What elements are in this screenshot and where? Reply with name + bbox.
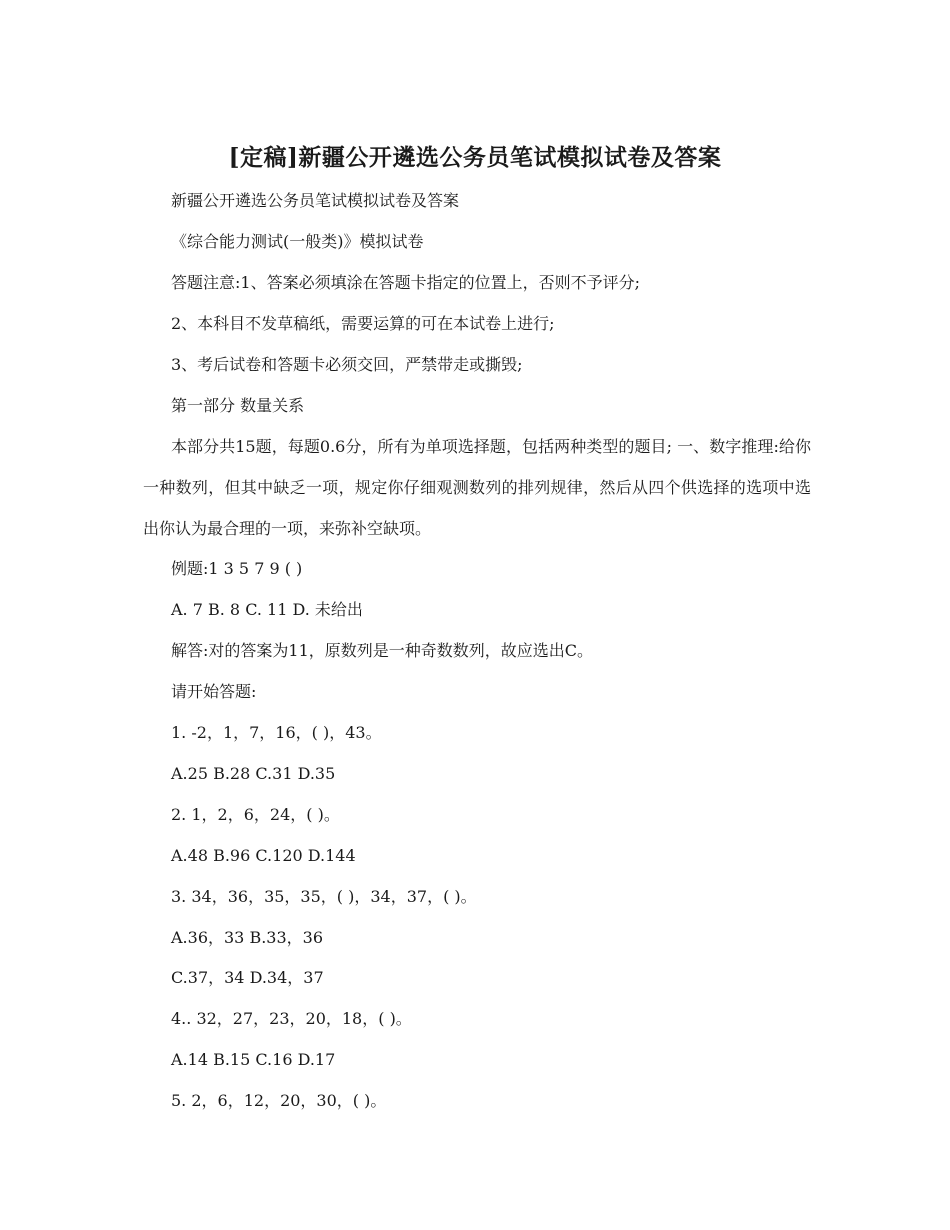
question-3: 3. 34，36，35，35，( )，34，37，( )。 — [171, 887, 477, 906]
document-subtitle: 新疆公开遴选公务员笔试模拟试卷及答案 — [171, 191, 460, 210]
exam-note-2: 2、本科目不发草稿纸，需要运算的可在本试卷上进行; — [171, 314, 555, 333]
question-1: 1. -2，1，7，16，( )，43。 — [171, 723, 382, 742]
example-answer: 解答:对的答案为11，原数列是一种奇数数列，故应选出C。 — [171, 641, 593, 660]
section-heading: 第一部分 数量关系 — [171, 396, 305, 415]
start-prompt: 请开始答题: — [171, 682, 257, 701]
question-4: 4.. 32，27，23，20，18，( )。 — [171, 1009, 412, 1028]
question-5: 5. 2，6，12，20，30，( )。 — [171, 1091, 387, 1110]
question-3-options-cd: C.37，34 D.34，37 — [171, 968, 324, 987]
exam-note-1: 答题注意:1、答案必须填涂在答题卡指定的位置上，否则不予评分; — [171, 273, 640, 292]
exam-note-3: 3、考后试卷和答题卡必须交回，严禁带走或撕毁; — [171, 355, 523, 374]
example-options: A. 7 B. 8 C. 11 D. 未给出 — [171, 600, 363, 619]
question-2: 2. 1，2，6，24，( )。 — [171, 805, 340, 824]
example-question: 例题:1 3 5 7 9 ( ) — [171, 559, 303, 578]
document-title: [定稿]新疆公开遴选公务员笔试模拟试卷及答案 — [228, 144, 722, 171]
exam-name: 《综合能力测试(一般类)》模拟试卷 — [171, 232, 424, 251]
section-intro: 本部分共15题，每题0.6分，所有为单项选择题，包括两种类型的题目; 一、数字推理:给你一种数列，但其中缺乏一项，规定你仔细观测数列的排列规律，然后从四个供选择的选项中选出你认为最合理的一项，来弥补空缺项。 — [143, 437, 811, 538]
question-4-options: A.14 B.15 C.16 D.17 — [171, 1050, 336, 1069]
question-2-options: A.48 B.96 C.120 D.144 — [171, 846, 356, 865]
question-3-options-ab: A.36，33 B.33，36 — [171, 928, 324, 947]
question-1-options: A.25 B.28 C.31 D.35 — [171, 764, 336, 783]
